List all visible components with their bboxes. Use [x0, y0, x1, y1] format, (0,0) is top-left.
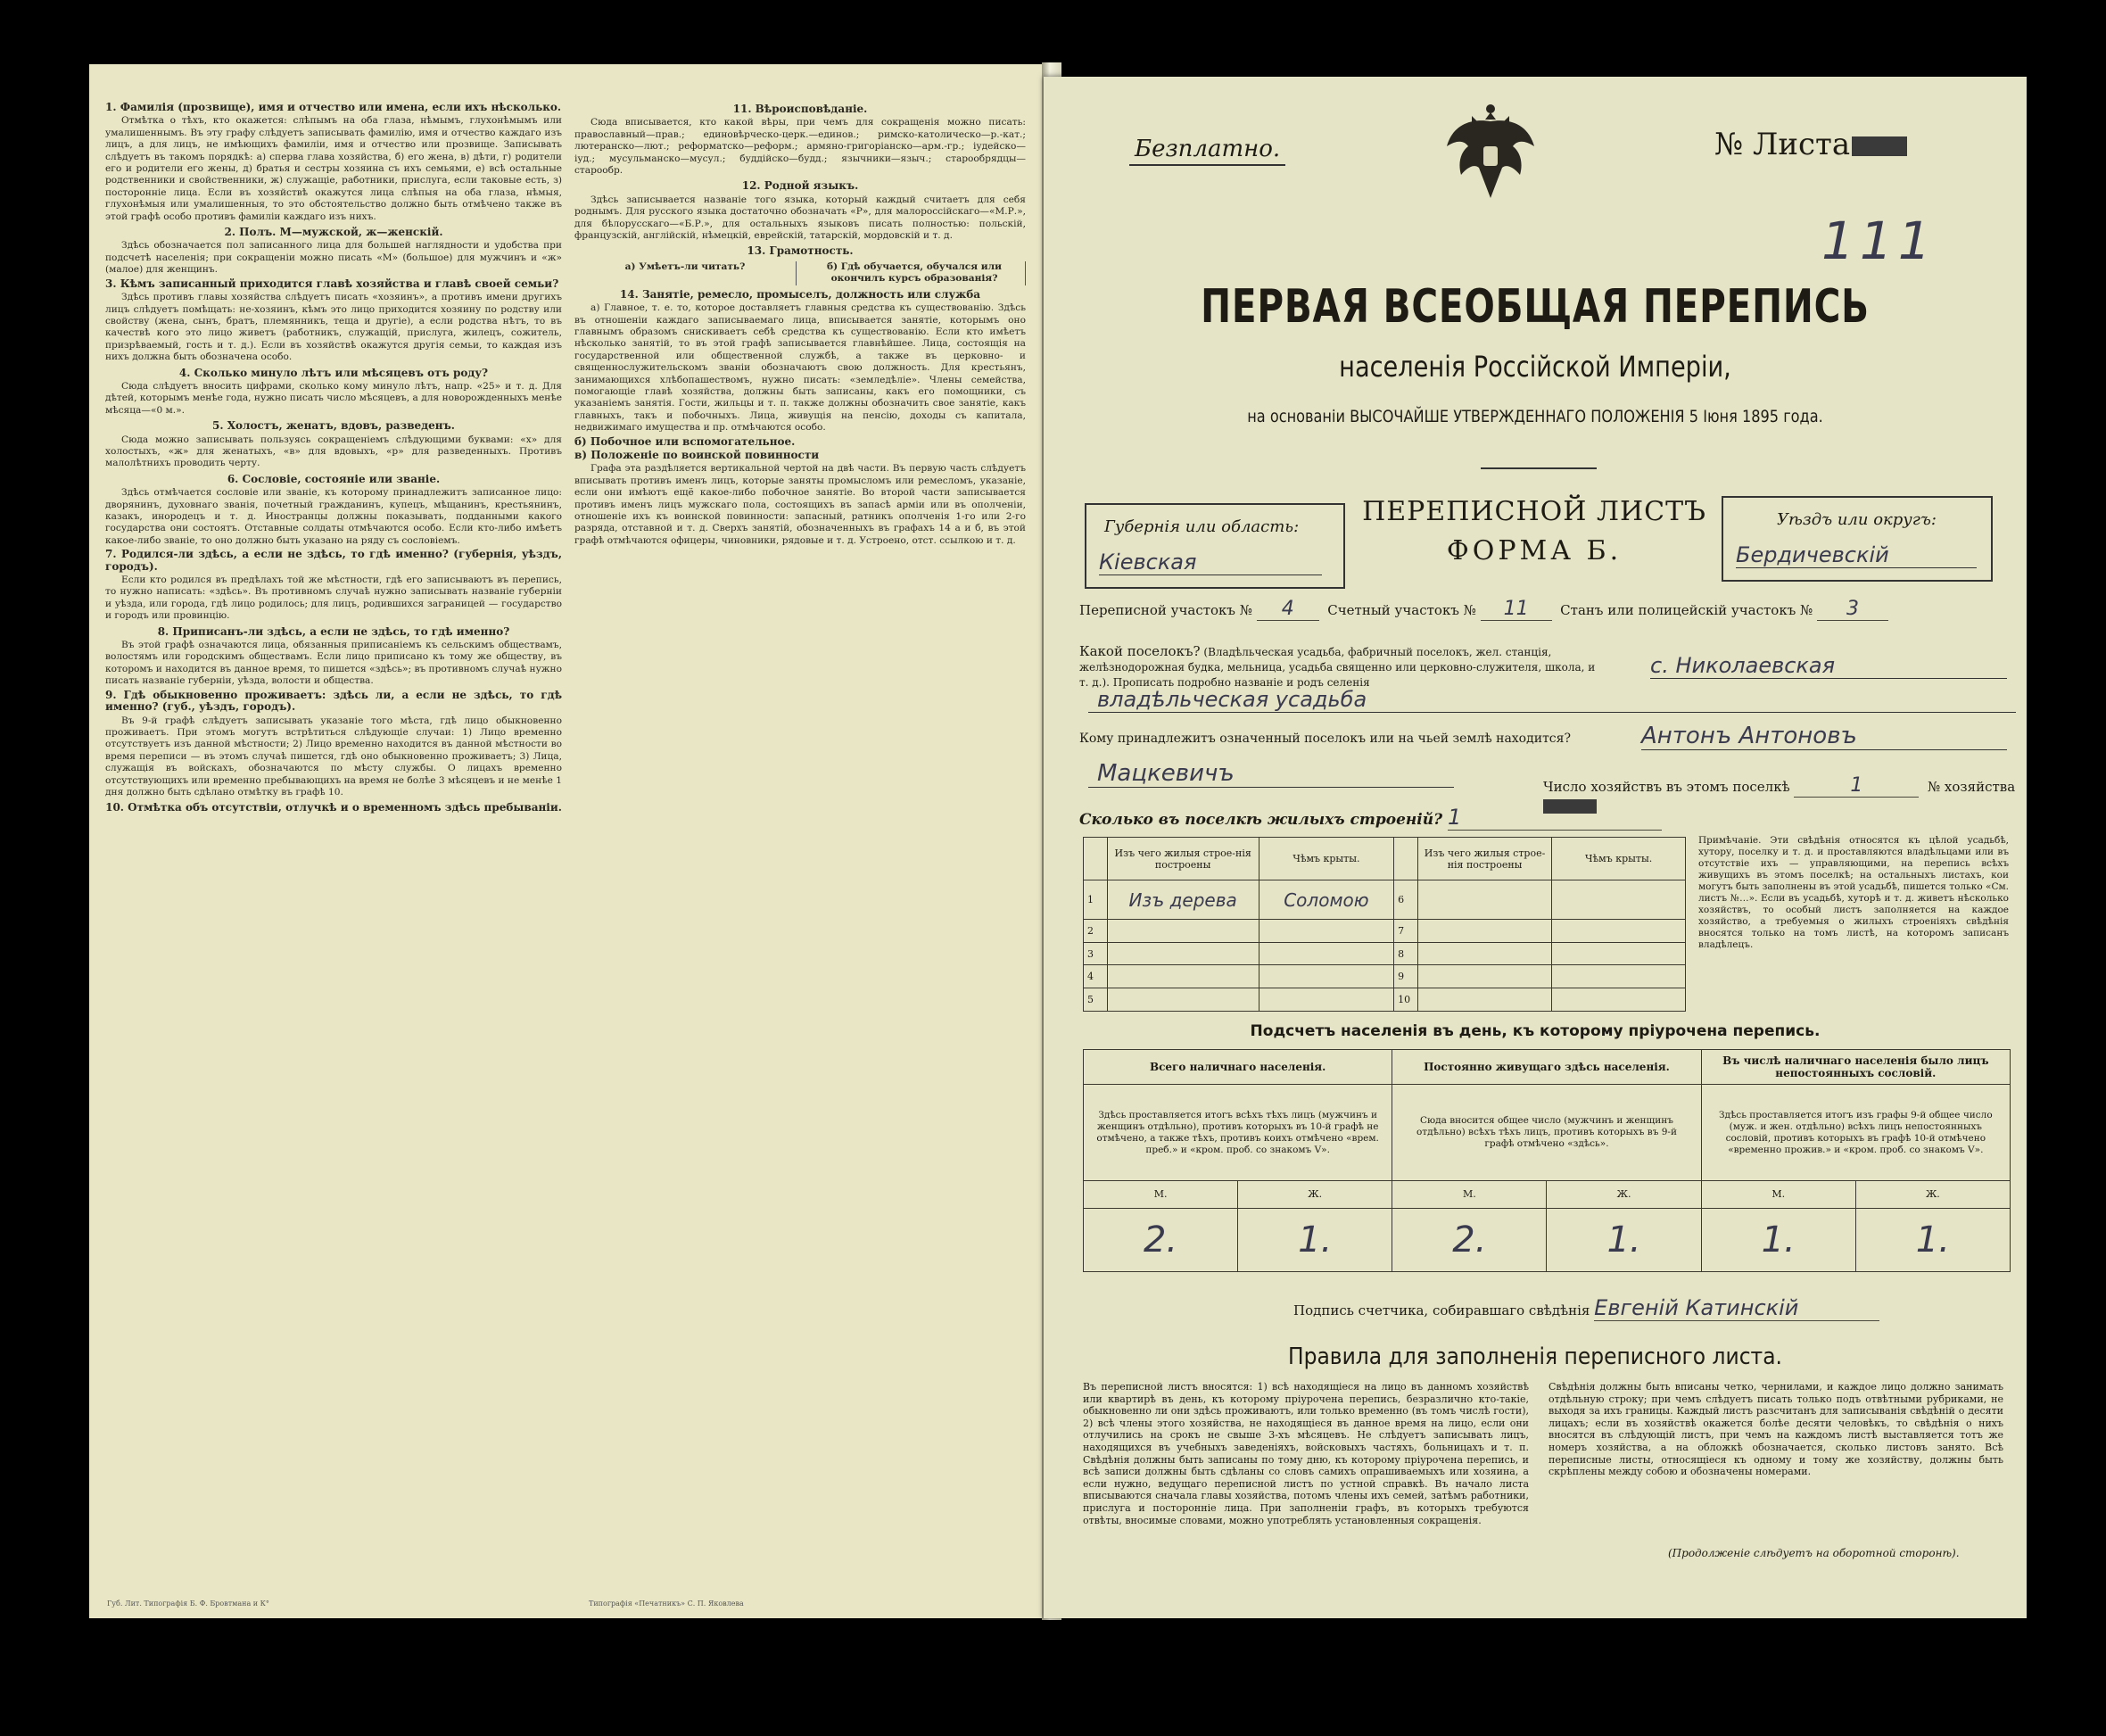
empty-cell [1259, 988, 1393, 1012]
row-number: 7 [1394, 919, 1418, 942]
free-label: Безплатно. [1129, 136, 1285, 166]
sex-label: Ж. [1547, 1181, 1701, 1208]
sex-label: Ж. [1855, 1181, 2010, 1208]
literacy-question: б) Гдѣ обучается, обучался или окончилъ курсъ образованія? [804, 261, 1026, 285]
households-value: 1 [1794, 774, 1919, 798]
instructions-column-2 [574, 100, 1026, 1583]
table-header-material-2: Изъ чего жилыя строе-нія построены [1417, 838, 1551, 880]
section-text: Сюда можно записывать пользуясь сокращеніемъ слѣдующими буквами: «х» для холостыхъ, «ж» для женатыхъ, «в» для вдовыхъ, «р» для разведенныхъ. Противъ малолѣтнихъ проводить черту. [105, 434, 562, 469]
section-text: Графа эта раздѣляется вертикальной чертой на двѣ части. Въ первую часть слѣдуетъ вписывать противъ именъ лицъ, которые заняты промысломъ или ремесломъ, указаніе, если они имѣютъ ещё какое-либо побочное занятіе. Во второй части записывается противъ именъ лицъ мужскаго пола, состоящихъ въ запасѣ арміи или въ ополченіи, отношеніе ихъ къ воинской повинности: запасный, ратникъ ополченія 1-го или 2-го разряда, отставной и т. д. Сверхъ занятій, обозначенныхъ въ графахъ 14 а и б, въ этой графѣ отмѣчаются офицеры, чиновники, рядовые и т. д. Устроено, отст. ссылкою и т. д. [574, 463, 1026, 546]
districts-line [1079, 598, 2007, 621]
count-title: Подсчетъ населенія въ день, къ которому пріурочена перепись. [1250, 1022, 1821, 1040]
census-district-label: Переписной участокъ № [1079, 602, 1252, 618]
section-heading: 5. Холостъ, женатъ, вдовъ, разведенъ. [212, 419, 455, 433]
settlement-hint: (Владѣльческая усадьба, фабричный поселокъ, жел. станція, желѣзнодорожная будка, мельница, усадьба священно или церковно-служителя, школа, и т. д.). Прописать подробно названіе и родъ селенія [1079, 646, 1596, 689]
row-number: 6 [1394, 880, 1418, 920]
table-header-roof-2: Чѣмъ крыты. [1552, 838, 1686, 880]
building-roof: Соломою [1259, 880, 1393, 920]
population-count-table [1083, 1049, 2011, 1272]
literacy-subquestions [574, 261, 1026, 285]
empty-cell [1417, 988, 1551, 1012]
section-text: Сюда слѣдуетъ вносить цифрами, сколько кому минуло лѣтъ, напр. «25» и т. д. Для дѣтей, которымъ менѣе года, нужно писать число мѣсяцевъ, а для новорожденныхъ менѣе мѣсяца—«0 м.». [105, 380, 562, 416]
empty-cell [1259, 965, 1393, 988]
owner-value: Антонъ Антоновъ [1641, 723, 2007, 750]
settlement-label: Какой поселокъ? [1079, 643, 1201, 659]
row-number: 2 [1084, 919, 1108, 942]
section-text: а) Главное, т. е. то, которое доставляетъ главныя средства къ существованію. Здѣсь въ отношеніи каждаго записываемаго лица, вписывается занятіе, которымъ оно главнымъ образомъ снискиваетъ себѣ средства къ существованію. Если кто имѣетъ нѣсколько занятій, то въ этой графѣ записывается главнѣйшее. Лица, состоящія на государственной или общественной службѣ, а также въ церковно- и священнослужительскомъ званіи обозначаютъ свою должность. Для крестьянъ, занимающихся хлѣбопашествомъ, нужно писать: «земледѣліе». Члены семейства, помогающіе главѣ хозяйства, должны быть записаны, какъ его помощники, съ указаніемъ занятія. Гости, жильцы и т. п. также должны обозначить свое занятіе, какъ главныхъ, такъ и побочныхъ. Лица, живущія на пенсію, доходы съ капитала, недвижимаго имущества и пр. отмѣчаются особо. [574, 302, 1026, 434]
section-heading: б) Побочное или вспомогательное. [574, 434, 796, 448]
section-text: Отмѣтка о тѣхъ, кто окажется: слѣпымъ на оба глаза, нѣмымъ, глухонѣмымъ или умалишеннымъ. Въ эту графу слѣдуетъ записывать фамилію, имя и отчество каждаго изъ лицъ, а для лицъ, не имѣющихъ фамиліи, имя и отчество или прозвище. Записывать слѣдуетъ въ такомъ порядкѣ: а) сперва глава хозяйства, б) его жена, в) дѣти, г) родители его и родители его жены, д) братья и сестры хозяина съ ихъ семьями, е) всѣ остальные родственники и свойственники, ж) служащіе, работники, прислуга, если таковые есть, з) посторонніе лица. Если въ хозяйствѣ окажутся лица слѣпыя на оба глаза, нѣмыя, глухонѣмыя или умалишенныя, то это обстоятельство должно быть отмѣчено также въ этой графѣ особо противъ фамиліи каждаго изъ нихъ. [105, 115, 562, 222]
empty-cell [1417, 880, 1551, 920]
count-value: 2. [1084, 1208, 1238, 1271]
section-heading: 14. Занятіе, ремесло, промыселъ, должность или служба [619, 287, 981, 301]
section-heading: в) Положеніе по воинской повинности [574, 448, 820, 461]
table-header-roof: Чѣмъ крыты. [1259, 838, 1393, 880]
gubernia-label: Губернія или область: [1104, 517, 1300, 536]
empty-cell [1552, 965, 1686, 988]
redacted-stamp [1852, 136, 1907, 156]
buildings-line [1079, 805, 1662, 831]
empty-cell [1259, 919, 1393, 942]
page-title: ПЕРВАЯ ВСЕОБЩАЯ ПЕРЕПИСЬ [1201, 280, 1870, 334]
signature-line [1293, 1295, 1879, 1321]
section-text: Здѣсь отмѣчается сословіе или званіе, къ которому принадлежитъ записанное лицо: дворянинъ, духовнаго званія, почетный гражданинъ, купецъ, мѣщанинъ, крестьянинъ, казакъ, инородецъ и т. д. Иностранцы должны показывать, подданными какого государства они состоятъ. Отставные солдаты отмѣчаются особо. Если кто-либо имѣетъ какое-либо званіе, то оно должно быть указано на ряду съ сословіемъ. [105, 487, 562, 546]
count-column-header: Въ числѣ наличнаго населенія было лицъ непостоянныхъ сословій. [1701, 1050, 2010, 1085]
section-heading: 2. Полъ. М—мужской, ж—женскій. [224, 226, 443, 239]
sheet-number-label: № Листа [1714, 127, 1907, 162]
census-form-page [1044, 77, 2027, 1618]
sex-label: Ж. [1238, 1181, 1392, 1208]
instructions-column-1 [105, 100, 562, 1583]
sheet-title: ПЕРЕПИСНОЙ ЛИСТЪ [1362, 496, 1706, 527]
section-heading: 1. Фамилія (прозвище), имя и отчество или имена, если ихъ нѣсколько. [105, 101, 562, 113]
empty-cell [1552, 880, 1686, 920]
divider [1481, 467, 1597, 469]
empty-cell [1107, 942, 1259, 965]
signature-value: Евгеній Катинскій [1594, 1295, 1879, 1321]
settlement-value: с. Николаевская [1650, 653, 2007, 679]
empty-cell [1259, 942, 1393, 965]
buildings-label: Сколько въ поселкѣ жилыхъ строеній? [1079, 811, 1443, 829]
empty-cell [1417, 965, 1551, 988]
count-value: 1. [1855, 1208, 2010, 1271]
uezd-value: Бердичевскій [1736, 542, 1977, 568]
left-page [89, 64, 1042, 1618]
settlement-type-value: владѣльческая усадьба [1088, 687, 2016, 713]
sex-label: М. [1392, 1181, 1547, 1208]
households-label: Число хозяйствъ въ этомъ поселкѣ [1543, 779, 1790, 795]
count-value: 2. [1392, 1208, 1547, 1271]
right-footer-imprint: Типографія «Печатникъ» С. П. Яковлева [589, 1600, 744, 1608]
uezd-box [1722, 496, 1993, 582]
section-text: Если кто родился въ предѣлахъ той же мѣстности, гдѣ его записываютъ въ перепись, то нужно написать: «здѣсь». Въ противномъ случаѣ нужно записывать названіе губерніи и уѣзда, или города, гдѣ лицо родилось; для лицъ, родившихся заграницей — государство и городъ или провинцію. [105, 575, 562, 622]
section-heading: 13. Грамотность. [747, 244, 854, 258]
uezd-label: Уѣздъ или округъ: [1777, 510, 1937, 529]
note-text: Примѣчаніе. Эти свѣдѣнія относятся къ цѣлой усадьбѣ, хутору, поселку и т. д. и проставляются владѣльцами или въ отсутствіе ихъ — управляющими, на перепись всѣхъ живущихъ въ этомъ поселкѣ; на остальныхъ листахъ, кои могутъ быть заполнены въ этой усадьбѣ, пишется только «См. листъ №…». Если въ усадьбѣ, хуторѣ и т. д. живетъ нѣсколько хозяйствъ, то особый листъ заполняется на каждое хозяйство, а требуемыя о жилыхъ строеніяхъ свѣдѣнія вносятся только на томъ листѣ, на которомъ записанъ владѣлецъ. [1698, 835, 2009, 950]
table-header-material: Изъ чего жилыя строе-нія построены [1107, 838, 1259, 880]
buildings-table [1083, 837, 1686, 1012]
count-value: 1. [1238, 1208, 1392, 1271]
census-district-value: 4 [1257, 598, 1319, 621]
row-number: 1 [1084, 880, 1108, 920]
building-material: Изъ дерева [1107, 880, 1259, 920]
count-column-description: Здѣсь проставляется итогъ всѣхъ тѣхъ лицъ (мужчинъ и женщинъ отдѣльно), противъ которыхъ въ 10-й графѣ не отмѣчено, а также тѣхъ, противъ коихъ отмѣчено «врем. преб.» и «кром. проб. со знакомъ V». [1084, 1084, 1392, 1180]
count-value: 1. [1701, 1208, 1855, 1271]
section-heading: 10. Отмѣтка объ отсутствіи, отлучкѣ и о временномъ здѣсь пребываніи. [105, 801, 562, 814]
rules-title: Правила для заполненія переписного листа. [1288, 1343, 1782, 1370]
count-value: 1. [1547, 1208, 1701, 1271]
row-number: 5 [1084, 988, 1108, 1012]
count-district-label: Счетный участокъ № [1327, 602, 1476, 618]
signature-label: Подпись счетчика, собиравшаго свѣдѣнія [1293, 1302, 1590, 1319]
owner-surname-value: Мацкевичъ [1088, 760, 1454, 788]
empty-cell [1552, 942, 1686, 965]
gubernia-box [1085, 503, 1345, 589]
count-column-description: Сюда вносится общее число (мужчинъ и женщинъ отдѣльно) всѣхъ тѣхъ лицъ, противъ которыхъ въ 9-й графѣ отмѣчено «здѣсь». [1392, 1084, 1701, 1180]
empty-cell [1107, 919, 1259, 942]
sex-label: М. [1084, 1181, 1238, 1208]
section-heading: 9. Гдѣ обыкновенно проживаетъ: здѣсь ли, а если не здѣсь, то гдѣ именно? (губ., уѣздъ, городъ). [105, 688, 562, 714]
section-text: Здѣсь обозначается пол записанного лица для большей наглядности и удобства при подсчетѣ населенія; при сокращеніи можно писать «М» (большое) для мужчинъ и «ж» (малое) для женщинъ. [105, 240, 562, 276]
count-district-value: 11 [1481, 598, 1552, 621]
empty-cell [1552, 919, 1686, 942]
section-heading: 7. Родился-ли здѣсь, а если не здѣсь, то гдѣ именно? (губернія, уѣздъ, городъ). [105, 548, 562, 573]
count-column-header: Всего наличнаго населенія. [1084, 1050, 1392, 1085]
row-number: 4 [1084, 965, 1108, 988]
legal-basis: на основаніи ВЫСОЧАЙШЕ УТВЕРЖДЕННАГО ПОЛОЖЕНІЯ 5 Іюня 1895 года. [1247, 407, 1823, 426]
section-heading: 4. Сколько минуло лѣтъ или мѣсяцевъ отъ роду? [178, 366, 489, 379]
section-heading: 11. Вѣроисповѣданіе. [732, 103, 868, 115]
row-number: 8 [1394, 942, 1418, 965]
count-column-header: Постоянно живущаго здѣсь населенія. [1392, 1050, 1701, 1085]
empty-cell [1552, 988, 1686, 1012]
continued-note: (Продолженіе слѣдуетъ на оборотной сторонѣ). [1668, 1547, 1960, 1559]
count-column-description: Здѣсь проставляется итогъ изъ графы 9-й общее число (муж. и жен. отдѣльно) всѣхъ лицъ непостоянныхъ сословій, противъ которыхъ въ графѣ 10-й отмѣчено «временно прожив.» и «кром. проб. со знакомъ V». [1701, 1084, 2010, 1180]
stan-value: 3 [1817, 598, 1888, 621]
stan-label: Станъ или полицейскій участокъ № [1560, 602, 1813, 618]
section-text: Здѣсь записывается названіе того языка, который каждый считаетъ для себя роднымъ. Для русского языка достаточно обозначать «Р», для малороссійскаго—«М.Р.», для бѣлорусскаго—«Б.Р.», для остальныхъ языковъ писать полностью: польскій, французскій, англійскій, нѣмецкій, еврейскій, татарскій, мордовскій и т. д. [574, 194, 1026, 242]
empty-cell [1417, 942, 1551, 965]
sex-label: М. [1701, 1181, 1855, 1208]
settlement-prompt [1079, 644, 1597, 690]
row-number: 10 [1394, 988, 1418, 1012]
form-label: ФОРМА Б. [1446, 535, 1623, 566]
page-subtitle: населенія Россійской Имперіи, [1339, 350, 1731, 384]
buildings-value: 1 [1448, 805, 1662, 831]
handwritten-sheet-number: 111 [1821, 211, 1937, 271]
section-text: Въ этой графѣ означаются лица, обязанныя приписаніемъ къ сельскимъ обществамъ, волостямъ или городскимъ обществамъ. Если лицо приписано къ тому же обществу, въ которомъ и находится въ данное время, то пишется «здѣсь»; въ противномъ случаѣ нужно писать названіе губерніи, уѣзда, волости и общества. [105, 640, 562, 687]
section-text: Здѣсь противъ главы хозяйства слѣдуетъ писать «хозяинъ», а противъ имени другихъ лицъ слѣдуетъ помѣщать: не-хозяинъ, кѣмъ это лицо приходится хозяину по родству или свойству (жена, сынъ, братъ, племянникъ, теща и другіе), а если родства нѣтъ, то въ качествѣ кого это лицо живетъ (работникъ, служащій, прислуга, жилецъ, сожитель, призрѣваемый, гость и т. д.). Если въ хозяйствѣ окажутся другія семьи, то каждая изъ нихъ должна быть обозначена особо. [105, 292, 562, 363]
row-number: 3 [1084, 942, 1108, 965]
section-heading: 3. Кѣмъ записанный приходится главѣ хозяйства и главѣ своей семьи? [105, 277, 559, 290]
empty-cell [1417, 919, 1551, 942]
section-heading: 8. Приписанъ-ли здѣсь, а если не здѣсь, то гдѣ именно? [157, 624, 510, 638]
section-heading: 6. Сословіе, состояніе или званіе. [227, 472, 441, 485]
empty-cell [1107, 965, 1259, 988]
empty-cell [1107, 988, 1259, 1012]
section-text: Сюда вписывается, кто какой вѣры, при чемъ для сокращенія можно писать: православный—прав.; единовѣрческо-церк.—единов.; римско-католическо—р.-кат.; лютеранско—лют.; реформатско—реформ.; армяно-григоріанско—арм.-гр.; іудейско—іуд.; мусульманско—мусул.; буддійско—будд.; язычники—языч.; старообрядцы—старообр. [574, 117, 1026, 177]
owner-label: Кому принадлежитъ означенный поселокъ или на чьей землѣ находится? [1079, 732, 1571, 746]
section-heading: 12. Родной языкъ. [741, 179, 859, 193]
left-footer-imprint: Губ. Лит. Типографія Б. Ф. Бровтмана и К° [107, 1600, 269, 1608]
gubernia-value: Кіевская [1099, 550, 1322, 575]
row-number: 9 [1394, 965, 1418, 988]
section-text: Въ 9-й графѣ слѣдуетъ записывать указаніе того мѣста, гдѣ лицо обыкновенно проживаетъ. При этомъ могутъ встрѣтиться слѣдующіе случаи: 1) Лицо временно отсутствуетъ изъ данной мѣстности; 2) Лицо временно находится въ данной мѣстности во время переписи — въ этомъ случаѣ пишется, гдѣ оно обыкновенно проживаетъ; 3) Лица, служащія въ войскахъ, обозначаются по мѣсту службы. О лицахъ временно отсутствующихъ или временно пребывающихъ на время не болѣе 3 мѣсяцевъ и не менѣе 1 дня должно быть сдѣлано отмѣтку въ графѣ 10. [105, 715, 562, 798]
rules-text-right: Свѣдѣнія должны быть вписаны четко, чернилами, и каждое лицо должно занимать отдѣльную строку; при чемъ слѣдуетъ писать только подъ отвѣтными рубриками, не выходя за ихъ границы. Каждый листъ разсчитанъ для записыванія свѣдѣній о десяти лицахъ; если въ хозяйствѣ окажется болѣе десяти человѣкъ, то свѣдѣнія о нихъ вносятся въ слѣдующій листъ, при чемъ на каждомъ листѣ выставляется тотъ же номеръ хозяйства, а на обложкѣ обозначается, сколько листовъ занято. Всѣ переписные листы, относящіеся къ одному и тому же хозяйству, должны быть скрѣплены между собою и обозначены номерами. [1549, 1381, 2003, 1478]
household-number-label: № хозяйства [1927, 779, 2016, 795]
rules-text-left: Въ переписной листъ вносятся: 1) всѣ находящіеся на лицо въ данномъ хозяйствѣ или квартирѣ въ день, къ которому пріурочена перепись, безразлично кто-такіе, обыкновенно ли они здѣсь проживаютъ, или только временно (въ томъ числѣ гости), 2) всѣ члены этого хозяйства, не находящіеся въ данное время на лицо, если они отлучились на срокъ не свыше 3-хъ мѣсяцевъ. Не слѣдуетъ записывать лицъ, находящихся въ учебныхъ заведеніяхъ, войсковыхъ частяхъ, больницахъ и т. п. Свѣдѣнія должны быть записаны по тому дню, къ которому пріурочена перепись, и всѣ записи должны быть сдѣланы со словъ самихъ опрашиваемыхъ или хозяина, а если нужно, ведущаго переписной листъ по устной справкѣ. Въ начало листа вписываются сначала главы хозяйства, потомъ члены ихъ семей, затѣмъ работники, прислуга и посторонніе лица. При заполненіи графъ, въ которыхъ требуются отвѣты, вносимые словами, можно употреблять установленныя сокращенія. [1083, 1381, 1529, 1526]
double-headed-eagle-emblem [1441, 100, 1540, 207]
literacy-question: а) Умѣетъ-ли читать? [574, 261, 797, 285]
